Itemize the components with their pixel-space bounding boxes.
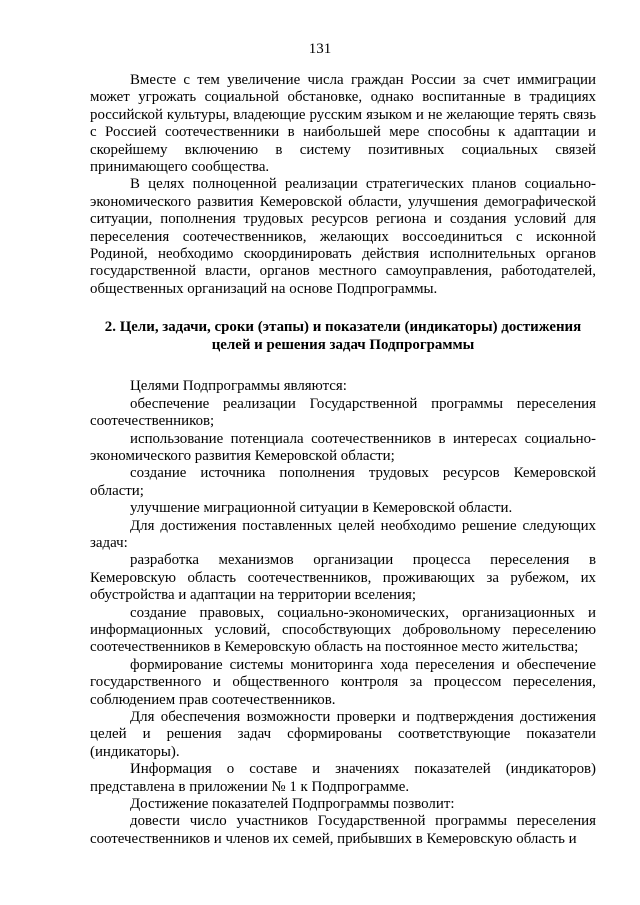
paragraph: Информация о составе и значениях показателей (индикаторов) представлена в приложении № 1 к Подпрограмме. [90,761,596,795]
page-number: 131 [308,41,332,57]
paragraph: улучшение миграционной ситуации в Кемеровской области. [130,500,513,517]
paragraph: разработка механизмов организации процесса переселения в Кемеровскую область соотечественников, проживающих за рубежом, их обустройства и адаптации на территории вселения; [90,552,596,604]
paragraph: использование потенциала соотечественников в интересах социально-экономического развития Кемеровской области; [90,430,596,464]
paragraph: Достижение показателей Подпрограммы позволит: [130,796,455,813]
paragraph: Целями Подпрограммы являются: [130,378,347,395]
paragraph: довести число участников Государственной программы переселения соотечественников и членов их семей, прибывших в Кемеровскую область и [90,813,596,847]
section-heading [90,318,596,354]
section-heading-line: целей и решения задач Подпрограммы [211,337,475,354]
paragraph: формирование системы мониторинга хода переселения и обеспечение государственного и общественного контроля за процессом переселения, соблюдением прав соотечественников. [90,656,596,708]
document-body [90,72,596,848]
paragraph: Вместе с тем увеличение числа граждан России за счет иммиграции может угрожать социальной обстановке, однако воспитанные в традициях российской культуры, владеющие русским языком и не желающие терять связь с Россией соотечественники в наибольшей мере способны к адаптации и скорейшему включению в систему позитивных социальных связей принимающего сообщества. [90,72,596,176]
section-heading-line: 2. Цели, задачи, сроки (этапы) и показатели (индикаторы) достижения [104,319,582,336]
paragraph: создание правовых, социально-экономических, организационных и информационных условий, способствующих добровольному переселению соотечественников в Кемеровскую область на постоянное место жительства; [90,604,596,656]
paragraph: создание источника пополнения трудовых ресурсов Кемеровской области; [90,465,596,499]
paragraph: В целях полноценной реализации стратегических планов социально-экономического развития Кемеровской области, улучшения демографической ситуации, пополнения трудовых ресурсов региона и создания условий для переселения соотечественников, желающих воссоединиться с исконной Родиной, необходимо скоординировать действия исполнительных органов государственной власти, органов местного самоуправления, работодателей, общественных организаций на основе Подпрограммы. [90,176,596,297]
paragraph: Для достижения поставленных целей необходимо решение следующих задач: [90,517,596,551]
paragraph: обеспечение реализации Государственной программы переселения соотечественников; [90,395,596,430]
paragraph: Для обеспечения возможности проверки и подтверждения достижения целей и решения задач сформированы соответствующие показатели (индикаторы). [90,709,596,760]
